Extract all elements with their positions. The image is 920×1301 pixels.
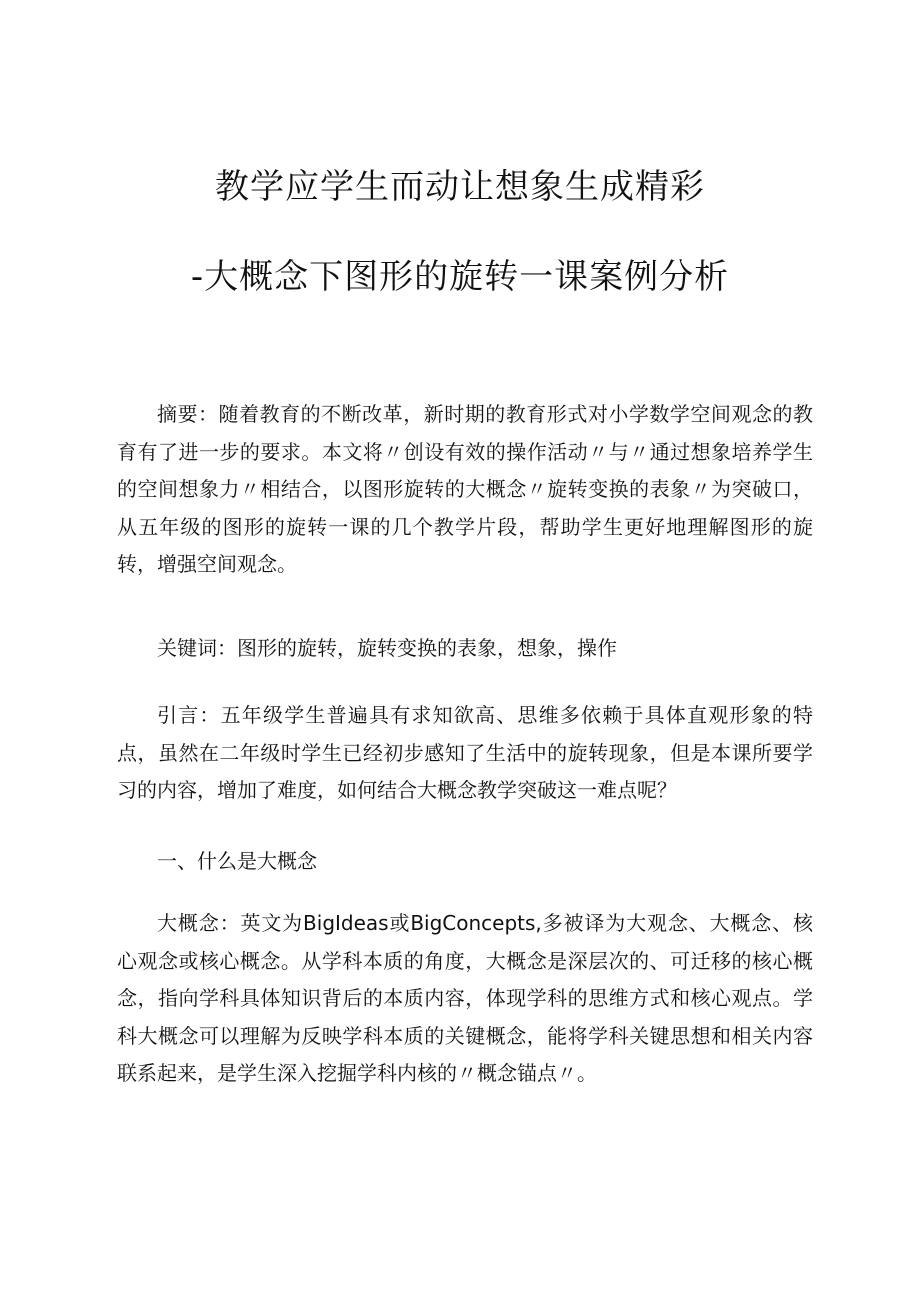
introduction-paragraph: 引言：五年级学生普遍具有求知欲高、思维多依赖于具体直观形象的特点，虽然在二年级时学生已经初步感知了生活中的旋转现象，但是本课所要学习的内容，增加了难度，如何结合大概念教学突破这一难点呢？ — [117, 703, 813, 802]
document-title: 教学应学生而动让想象生成精彩 — [215, 167, 705, 207]
section-heading: 一、什么是大概念 — [157, 849, 317, 873]
section-body-paragraph: 大概念：英文为BigIdeas或BigConcepts,多被译为大观念、大概念、核心观念或核心概念。从学科本质的角度，大概念是深层次的、可迁移的核心概念，指向学科具体知识背后的本质内容，体现学科的思维方式和核心观点。学科大概念可以理解为反映学科本质的关键概念，能将学科关键思想和相关内容联系起来，是学生深入挖掘学科内核的〃概念锚点〃。 — [117, 911, 813, 1085]
abstract-paragraph: 摘要：随着教育的不断改革，新时期的教育形式对小学数学空间观念的教育有了进一步的要求。本文将〃创设有效的操作活动〃与〃通过想象培养学生的空间想象力〃相结合，以图形旋转的大概念〃旋转变换的表象〃为突破口，从五年级的图形的旋转一课的几个教学片段，帮助学生更好地理解图形的旋转，增强空间观念。 — [117, 402, 813, 576]
keywords-paragraph: 关键词：图形的旋转，旋转变换的表象，想象，操作 — [157, 636, 617, 660]
document-subtitle: -大概念下图形的旋转一课案例分析 — [190, 257, 730, 297]
